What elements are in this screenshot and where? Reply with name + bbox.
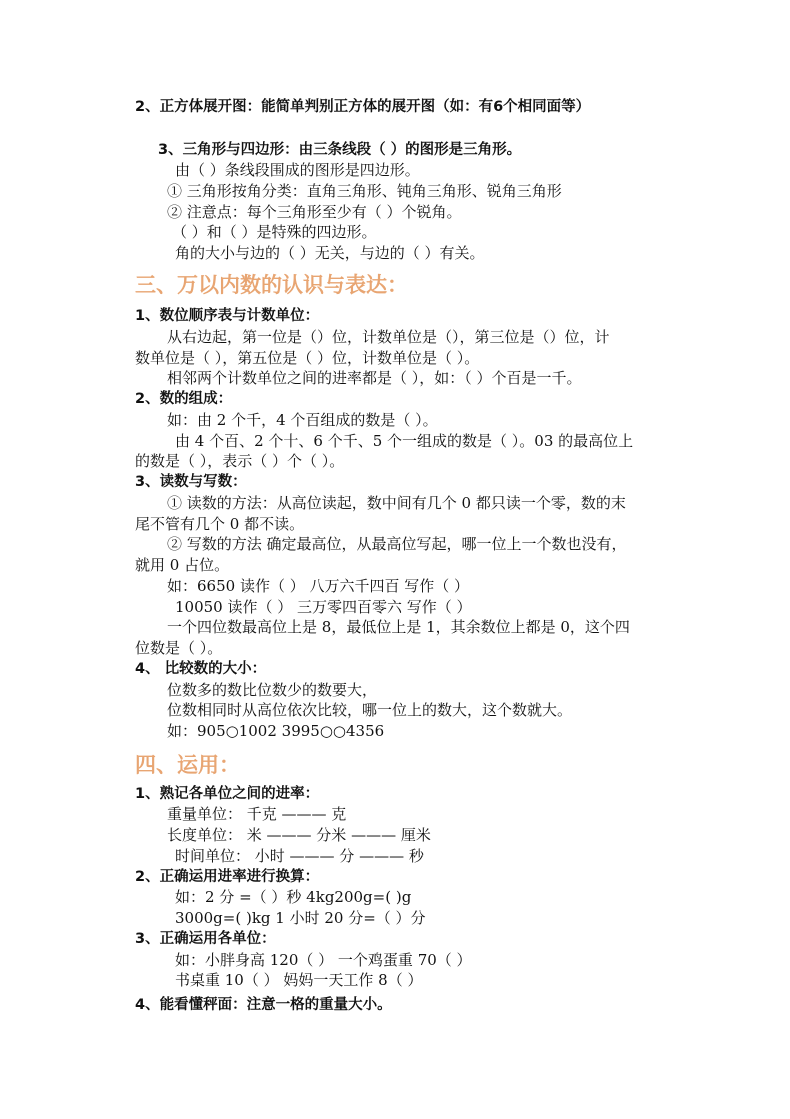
section-heading-numbers: 三、万以内数的认识与表达： bbox=[135, 273, 408, 297]
text-line: 由 4 个百、2 个十、6 个千、5 个一组成的数是（ ）。03 的最高位上 bbox=[175, 432, 634, 450]
text-line: 重量单位： 千克 ——— 克 bbox=[167, 805, 347, 823]
item-read-write-title: 3、读数与写数： bbox=[135, 474, 247, 490]
text-line: 从右边起，第一位是（）位，计数单位是（），第三位是（）位，计 bbox=[167, 328, 610, 346]
text-line: 由（ ）条线段围成的图形是四边形。 bbox=[175, 161, 420, 179]
text-line: 位数多的数比位数少的数要大， bbox=[167, 681, 378, 699]
text-line: 数单位是（ ），第五位是（ ）位，计数单位是（ ）。 bbox=[135, 349, 480, 367]
text-line: 如：6650 读作（ ） 八万六千四百 写作（ ） bbox=[167, 577, 470, 595]
text-line: 如：小胖身高 120（ ） 一个鸡蛋重 70（ ） bbox=[175, 951, 472, 969]
item-scale-title: 4、能看懂秤面：注意一格的重量大小。 bbox=[135, 997, 392, 1013]
text-line: ② 写数的方法 确定最高位，从最高位写起，哪一位上一个数也没有， bbox=[167, 535, 627, 553]
text-line: 一个四位数最高位上是 8，最低位上是 1，其余数位上都是 0，这个四 bbox=[167, 618, 630, 636]
item-units-usage-title: 3、正确运用各单位： bbox=[135, 931, 276, 947]
item-place-value-title: 1、数位顺序表与计数单位： bbox=[135, 308, 320, 324]
text-line: 3000g=( )kg 1 小时 20 分=（ ）分 bbox=[175, 909, 426, 927]
text-line: 位数是（ ）。 bbox=[135, 639, 223, 657]
section-heading-application: 四、运用： bbox=[135, 753, 240, 777]
text-line: 10050 读作（ ） 三万零四百零六 写作（ ） bbox=[175, 598, 472, 616]
text-line: 角的大小与边的（ ）无关，与边的（ ）有关。 bbox=[175, 244, 485, 262]
text-line: 长度单位： 米 ——— 分米 ——— 厘米 bbox=[167, 826, 431, 844]
text-line: 如：2 分 =（ ）秒 4kg200g=( )g bbox=[175, 888, 412, 906]
text-line: 相邻两个计数单位之间的进率都是（ ），如：（ ）个百是一千。 bbox=[167, 369, 582, 387]
text-line: 位数相同时从高位依次比较，哪一位上的数大，这个数就大。 bbox=[167, 701, 573, 719]
item-composition-title: 2、数的组成： bbox=[135, 391, 233, 407]
text-line: 就用 0 占位。 bbox=[135, 556, 230, 574]
item-cube-net: 2、正方体展开图：能简单判别正方体的展开图（如：有6个相同面等） bbox=[135, 99, 591, 115]
text-line: 的数是（ ），表示（ ）个（ ）。 bbox=[135, 452, 345, 470]
text-line: 尾不管有几个 0 都不读。 bbox=[135, 515, 305, 533]
text-line: 时间单位： 小时 ——— 分 ——— 秒 bbox=[175, 847, 424, 865]
item-unit-rates-title: 1、熟记各单位之间的进率： bbox=[135, 786, 320, 802]
text-line: ① 读数的方法：从高位读起，数中间有几个 0 都只读一个零，数的末 bbox=[167, 494, 626, 512]
item-conversion-title: 2、正确运用进率进行换算： bbox=[135, 869, 320, 885]
text-line: ① 三角形按角分类：直角三角形、钝角三角形、锐角三角形 bbox=[167, 182, 562, 200]
text-line: ② 注意点：每个三角形至少有（ ）个锐角。 bbox=[167, 203, 462, 221]
text-line: 书桌重 10（ ） 妈妈一天工作 8（ ） bbox=[175, 971, 423, 989]
text-line: 如：由 2 个千，4 个百组成的数是（ ）。 bbox=[167, 411, 438, 429]
text-line: 如：905○1002 3995○○4356 bbox=[167, 722, 385, 740]
item-triangle-title: 3、三角形与四边形：由三条线段（ ）的图形是三角形。 bbox=[158, 142, 522, 158]
text-line: （ ）和（ ）是特殊的四边形。 bbox=[172, 223, 377, 241]
item-compare-title: 4、 比较数的大小： bbox=[135, 661, 267, 677]
